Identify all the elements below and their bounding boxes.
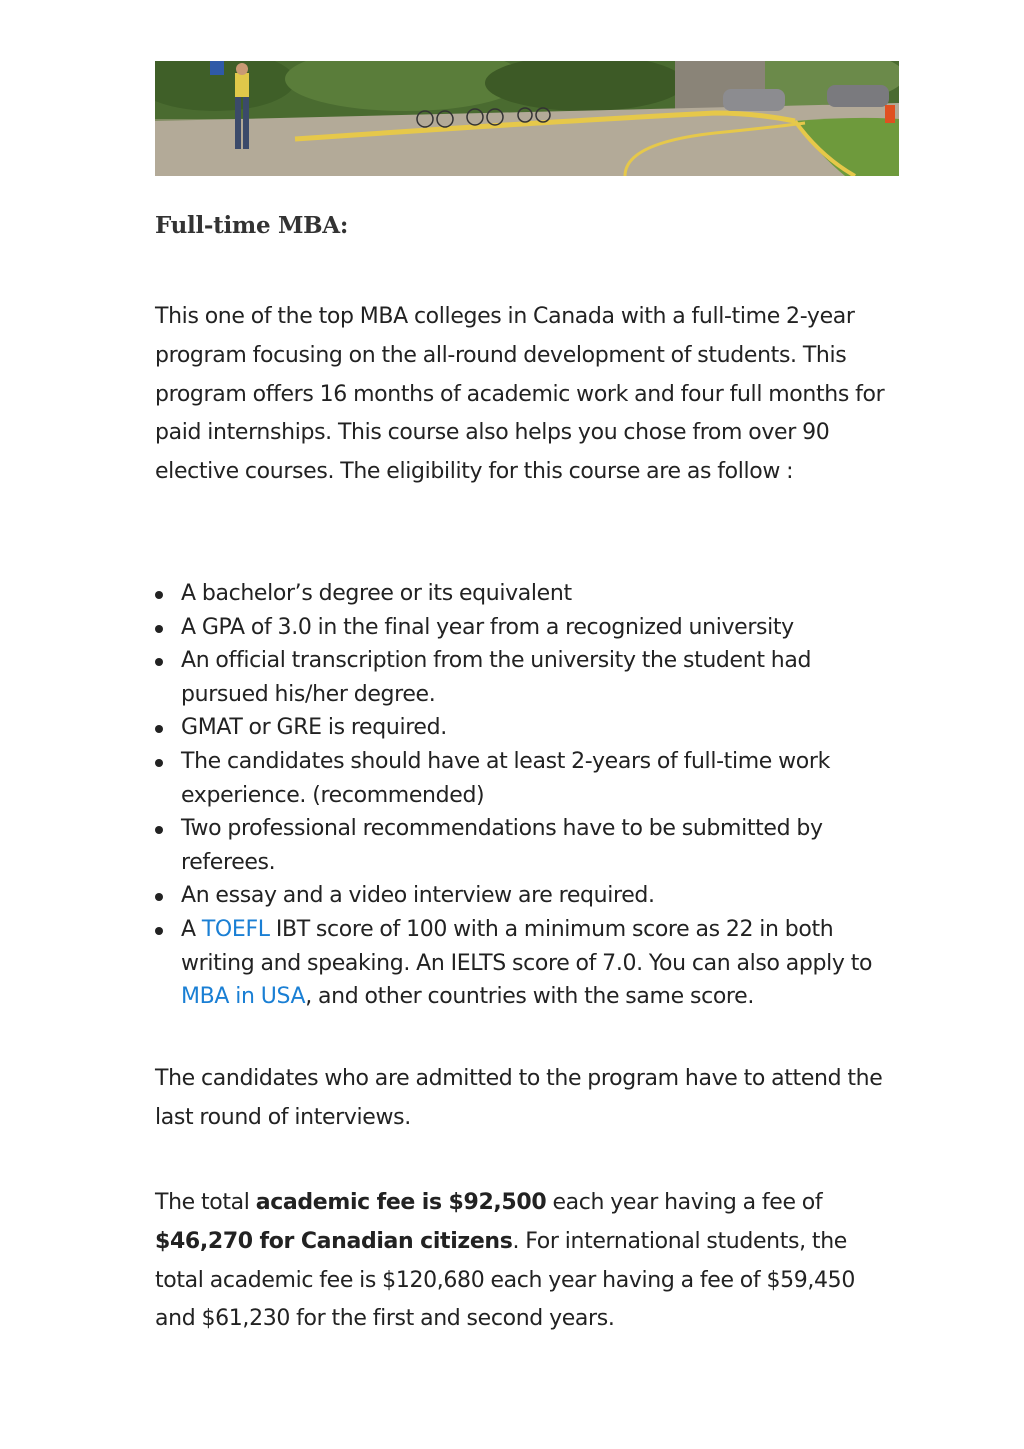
- eligibility-list: [155, 577, 900, 1014]
- interview-paragraph: The candidates who are admitted to the program have to attend the last round of interviews.: [155, 1066, 883, 1130]
- list-item: Two professional recommendations have to be submitted by referees.: [181, 812, 900, 879]
- intro-paragraph: This one of the top MBA colleges in Canada with a full-time 2-year program focusing on the all-round development of students. This program offers 16 months of academic work and four full months for paid internships. This course also helps you chose from over 90 elective courses. The eligibility for this course are as follow :: [155, 304, 885, 485]
- toefl-link[interactable]: TOEFL: [201, 916, 270, 942]
- fees-text: each year having a fee of: [546, 1190, 823, 1215]
- list-item: A bachelor’s degree or its equivalent: [181, 577, 900, 611]
- list-item-text: , and other countries with the same score.: [305, 984, 754, 1010]
- list-item: The candidates should have at least 2-years of full-time work experience. (recommended): [181, 745, 900, 812]
- list-item: An official transcription from the university the student had pursued his/her degree.: [181, 644, 900, 711]
- list-item-text: IBT score of 100 with a minimum score as 22 in both writing and speaking. An IELTS score of 7.0. You can also apply to: [181, 916, 873, 976]
- fees-text: The total: [155, 1190, 256, 1215]
- mba-in-usa-link[interactable]: MBA in USA: [181, 984, 306, 1010]
- fees-paragraph: [155, 1184, 900, 1339]
- list-item-language-scores: [181, 913, 900, 1014]
- section-heading: Full-time MBA:: [155, 212, 349, 239]
- fees-text: . For international students, the total academic fee is $120,680 each year having a fee of $59,450 and $61,230 for the first and second years.: [155, 1228, 855, 1332]
- academic-fee-highlight: academic fee is $92,500: [255, 1190, 547, 1215]
- list-item: An essay and a video interview are required.: [181, 879, 900, 913]
- campus-photo: [155, 61, 899, 176]
- campus-photo-illustration: [155, 61, 899, 176]
- list-item-text: A: [181, 916, 202, 942]
- list-item: A GPA of 3.0 in the final year from a recognized university: [181, 611, 900, 645]
- list-item: GMAT or GRE is required.: [181, 711, 900, 745]
- canadian-fee-highlight: $46,270 for Canadian citizens: [155, 1228, 513, 1254]
